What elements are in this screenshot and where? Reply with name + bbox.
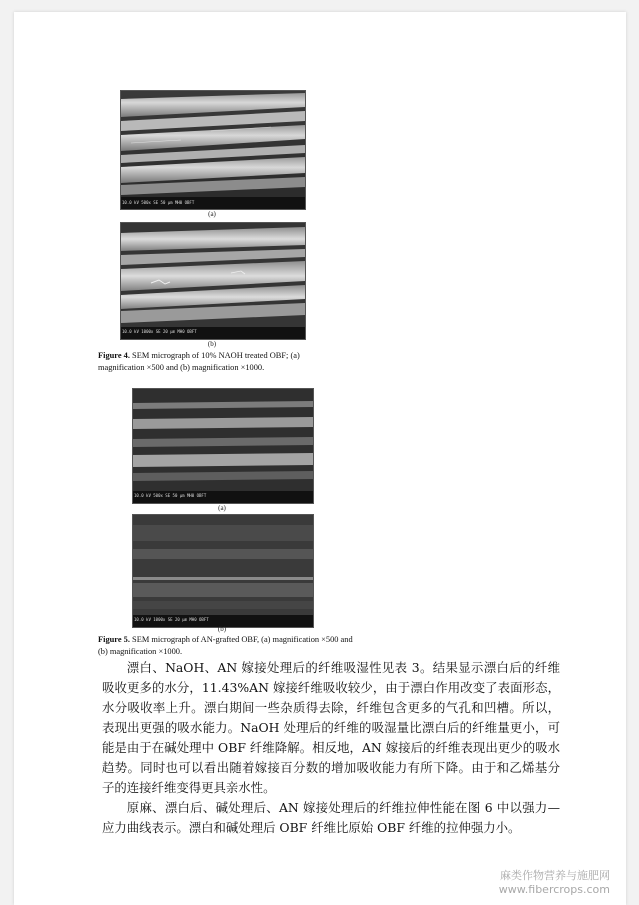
figure-4-caption-lead: Figure 4.: [98, 351, 130, 360]
figure-5-caption-text: SEM micrograph of AN-grafted OBF, (a) magnification ×500 and (b) magnification ×1000.: [98, 635, 353, 656]
figure-5-caption: [98, 634, 354, 658]
figure-4-caption-text: SEM micrograph of 10% NAOH treated OBF; (a) magnification ×500 and (b) magnification ×1000.: [98, 351, 300, 372]
figure-5b-databar: 10.0 kV 1000x SE 20 μm MH0 OBFT: [134, 617, 209, 622]
figure-4b-micrograph: [120, 222, 306, 340]
figure-4b-label: (b): [207, 340, 217, 348]
figure-5a-label: (a): [218, 504, 226, 512]
body-paragraph-1: 漂白、NaOH、AN 嫁接处理后的纤维吸湿性见表 3。结果显示漂白后的纤维吸收更多的水分，11.43%AN 嫁接纤维吸收较少，由于漂白作用改变了表面形态，水分吸收率上升。漂白期间一些杂质得去除，纤维包含更多的气孔和凹槽。所以，表现出更强的吸水能力。NaOH 处理后的纤维的吸湿量比漂白后的纤维量更小，可能是由于在碱处理中 OBF 纤维降解。相反地，AN 嫁接后的纤维表现出更少的吸水趋势。同时也可以看出随着嫁接百分数的增加吸收能力有所下降。由于和乙烯基分子的连接纤维变得更具亲水性。: [102, 660, 560, 795]
document-page: [14, 12, 626, 905]
figure-4b-databar: 10.0 kV 1000x SE 20 μm MH0 OBFT: [122, 329, 197, 334]
watermark-line-1: 麻类作物营养与施肥网: [500, 869, 610, 882]
site-watermark: [499, 869, 610, 897]
figure-4a-databar: 10.0 kV 500x SE 50 μm MH0 OBFT: [122, 200, 195, 205]
watermark-line-2: www.fibercrops.com: [498, 883, 610, 896]
figure-5b-label: (b): [217, 625, 227, 633]
body-text: [102, 658, 560, 838]
figure-4-caption: [98, 350, 348, 374]
figure-4a-label: (a): [208, 210, 216, 218]
body-paragraph-2: 原麻、漂白后、碱处理后、AN 嫁接处理后的纤维拉伸性能在图 6 中以强力—应力曲线表示。漂白和碱处理后 OBF 纤维比原始 OBF 纤维的拉伸强力小。: [102, 800, 560, 835]
figure-5b-micrograph: [132, 514, 314, 628]
figure-5-caption-lead: Figure 5.: [98, 635, 130, 644]
figure-5a-databar: 10.0 kV 500x SE 50 μm MH0 OBFT: [134, 493, 207, 498]
figure-4a-micrograph: [120, 90, 306, 210]
figure-5a-micrograph: [132, 388, 314, 504]
